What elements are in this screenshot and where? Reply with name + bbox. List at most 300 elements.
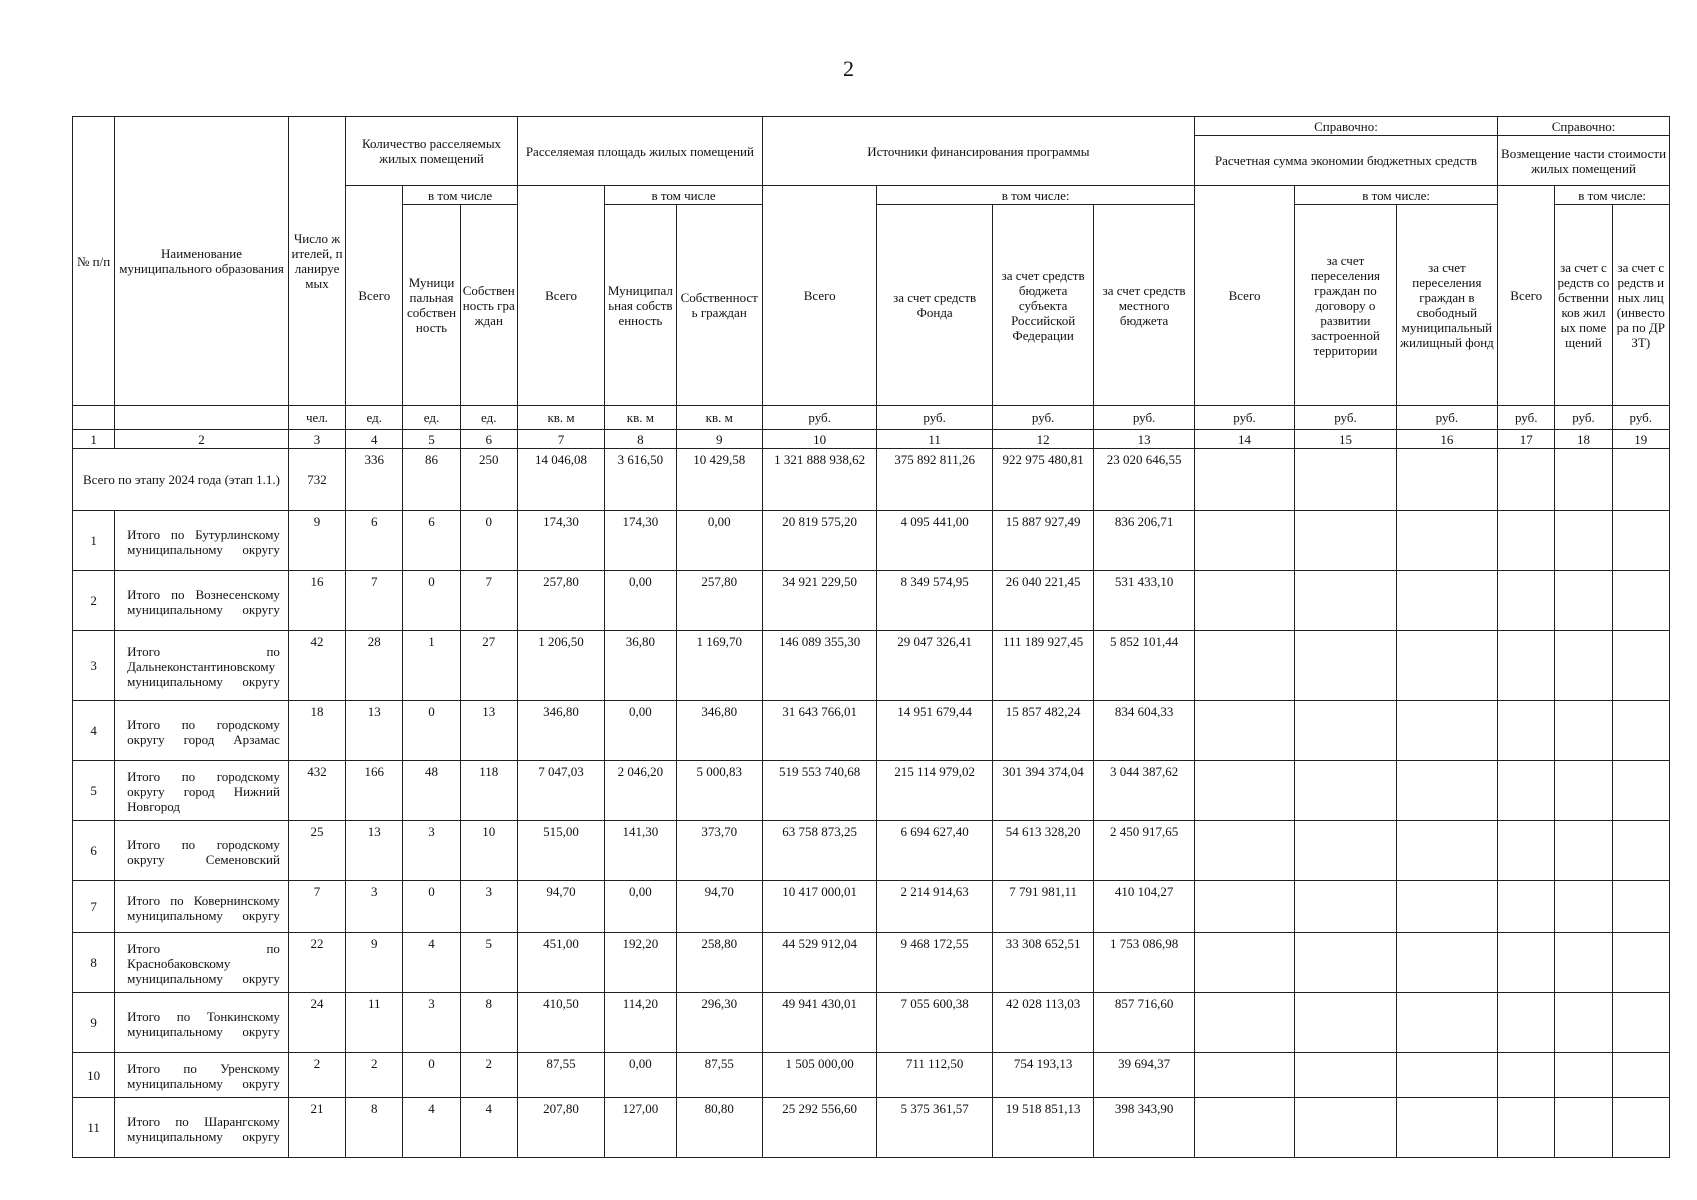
row-residents: 7 <box>288 881 345 933</box>
row-name: Итого по Ковернинскому муниципальному округу <box>115 881 289 933</box>
table-row <box>73 631 1670 701</box>
row-citizens-rooms: 0 <box>460 511 517 571</box>
header-fund: за счет средств Фонда <box>877 205 993 406</box>
empty-cell <box>1194 631 1294 701</box>
row-area: 207,80 <box>517 1098 604 1158</box>
row-area-municipal: 192,20 <box>605 933 676 993</box>
row-area: 94,70 <box>517 881 604 933</box>
header-area-citizens: Собственность граждан <box>676 205 762 406</box>
row-rooms: 166 <box>346 761 403 821</box>
empty-cell <box>1498 881 1555 933</box>
header-area-group: Расселяемая площадь жилых помещений <box>517 117 762 186</box>
empty-cell <box>1612 701 1669 761</box>
row-area-citizens: 94,70 <box>676 881 762 933</box>
empty-cell <box>1396 631 1497 701</box>
row-number: 4 <box>73 701 115 761</box>
empty-cell <box>1194 1098 1294 1158</box>
empty-cell <box>1396 881 1497 933</box>
table-row <box>73 511 1670 571</box>
row-number: 6 <box>73 821 115 881</box>
col-number: 6 <box>460 430 517 449</box>
row-fund: 14 951 679,44 <box>877 701 993 761</box>
empty-cell <box>1396 821 1497 881</box>
empty-cell <box>1555 881 1612 933</box>
row-financing: 10 417 000,01 <box>762 881 876 933</box>
empty-cell <box>1396 1053 1497 1098</box>
row-fund: 215 114 979,02 <box>877 761 993 821</box>
row-area-municipal: 0,00 <box>605 1053 676 1098</box>
empty-cell <box>1555 821 1612 881</box>
row-number: 9 <box>73 993 115 1053</box>
row-local-budget: 836 206,71 <box>1094 511 1194 571</box>
total-subject-budget: 922 975 480,81 <box>992 449 1093 511</box>
units-row <box>73 406 1670 430</box>
header-financing-group: Источники финансирования программы <box>762 117 1194 186</box>
row-subject-budget: 33 308 652,51 <box>992 933 1093 993</box>
header-area-total: Всего <box>517 186 604 406</box>
empty-cell <box>1396 571 1497 631</box>
total-row <box>73 449 1670 511</box>
col-number: 10 <box>762 430 876 449</box>
empty-cell <box>1555 631 1612 701</box>
empty-cell <box>1396 1098 1497 1158</box>
row-municipal-rooms: 0 <box>403 881 460 933</box>
row-area-municipal: 0,00 <box>605 701 676 761</box>
row-local-budget: 1 753 086,98 <box>1094 933 1194 993</box>
row-name: Итого по городскому округу город Арзамас <box>115 701 289 761</box>
row-area: 346,80 <box>517 701 604 761</box>
empty-cell <box>1295 881 1396 933</box>
row-financing: 146 089 355,30 <box>762 631 876 701</box>
row-area-citizens: 5 000,83 <box>676 761 762 821</box>
row-rooms: 8 <box>346 1098 403 1158</box>
empty-cell <box>1498 821 1555 881</box>
row-local-budget: 5 852 101,44 <box>1094 631 1194 701</box>
empty-cell <box>1396 761 1497 821</box>
row-rooms: 9 <box>346 933 403 993</box>
row-area-municipal: 127,00 <box>605 1098 676 1158</box>
row-area: 257,80 <box>517 571 604 631</box>
row-area-citizens: 296,30 <box>676 993 762 1053</box>
empty-cell <box>1555 933 1612 993</box>
row-area: 7 047,03 <box>517 761 604 821</box>
row-area: 515,00 <box>517 821 604 881</box>
row-local-budget: 3 044 387,62 <box>1094 761 1194 821</box>
row-citizens-rooms: 3 <box>460 881 517 933</box>
row-financing: 519 553 740,68 <box>762 761 876 821</box>
row-name: Итого по Вознесенскому муниципальному округу <box>115 571 289 631</box>
row-area: 174,30 <box>517 511 604 571</box>
row-subject-budget: 301 394 374,04 <box>992 761 1093 821</box>
empty-cell <box>1555 511 1612 571</box>
col-number: 13 <box>1094 430 1194 449</box>
unit-cell: руб. <box>992 406 1093 430</box>
empty-cell <box>1295 571 1396 631</box>
row-fund: 9 468 172,55 <box>877 933 993 993</box>
resettlement-table <box>72 116 1670 1158</box>
empty-cell <box>1612 933 1669 993</box>
row-area-citizens: 346,80 <box>676 701 762 761</box>
unit-cell: ед. <box>460 406 517 430</box>
row-residents: 22 <box>288 933 345 993</box>
unit-cell: руб. <box>762 406 876 430</box>
row-fund: 2 214 914,63 <box>877 881 993 933</box>
empty-cell <box>1396 701 1497 761</box>
header-compensation-incl: в том числе: <box>1555 186 1670 205</box>
row-residents: 2 <box>288 1053 345 1098</box>
row-residents: 21 <box>288 1098 345 1158</box>
row-name: Итого по городскому округу Семеновский <box>115 821 289 881</box>
row-citizens-rooms: 4 <box>460 1098 517 1158</box>
empty-cell <box>1612 571 1669 631</box>
table-row <box>73 993 1670 1053</box>
row-financing: 49 941 430,01 <box>762 993 876 1053</box>
col-number: 16 <box>1396 430 1497 449</box>
unit-cell: руб. <box>877 406 993 430</box>
row-municipal-rooms: 6 <box>403 511 460 571</box>
col-number: 19 <box>1612 430 1669 449</box>
row-name: Итого по Краснобаковскому муниципальному округу <box>115 933 289 993</box>
header-fin-incl: в том числе: <box>877 186 1194 205</box>
table-row <box>73 1098 1670 1158</box>
row-rooms: 11 <box>346 993 403 1053</box>
header-municipal-property: Муниципальная собственность <box>403 205 460 406</box>
header-compensation-total: Всего <box>1498 186 1555 406</box>
row-residents: 18 <box>288 701 345 761</box>
total-area-municipal: 3 616,50 <box>605 449 676 511</box>
row-citizens-rooms: 118 <box>460 761 517 821</box>
row-number: 11 <box>73 1098 115 1158</box>
empty-cell <box>1555 993 1612 1053</box>
unit-cell: руб. <box>1094 406 1194 430</box>
empty-cell <box>1194 821 1294 881</box>
row-name: Итого по Тонкинскому муниципальному округу <box>115 993 289 1053</box>
col-number: 1 <box>73 430 115 449</box>
row-municipal-rooms: 1 <box>403 631 460 701</box>
empty-cell <box>1498 1098 1555 1158</box>
header-local-budget: за счет средств местного бюджета <box>1094 205 1194 406</box>
row-local-budget: 857 716,60 <box>1094 993 1194 1053</box>
row-rooms: 13 <box>346 821 403 881</box>
row-municipal-rooms: 48 <box>403 761 460 821</box>
empty-cell <box>1194 993 1294 1053</box>
table-row <box>73 881 1670 933</box>
row-subject-budget: 26 040 221,45 <box>992 571 1093 631</box>
empty-cell <box>1555 701 1612 761</box>
total-rooms: 336 <box>346 449 403 511</box>
row-fund: 5 375 361,57 <box>877 1098 993 1158</box>
row-local-budget: 39 694,37 <box>1094 1053 1194 1098</box>
empty-cell <box>1498 933 1555 993</box>
row-subject-budget: 42 028 113,03 <box>992 993 1093 1053</box>
empty-cell <box>1555 1098 1612 1158</box>
column-numbers-row <box>73 430 1670 449</box>
total-area: 14 046,08 <box>517 449 604 511</box>
row-subject-budget: 15 887 927,49 <box>992 511 1093 571</box>
row-area: 87,55 <box>517 1053 604 1098</box>
row-local-budget: 834 604,33 <box>1094 701 1194 761</box>
header-compensation-group: Возмещение части стоимости жилых помещений <box>1498 136 1670 186</box>
row-financing: 34 921 229,50 <box>762 571 876 631</box>
row-area-citizens: 87,55 <box>676 1053 762 1098</box>
col-number: 7 <box>517 430 604 449</box>
page-number: 2 <box>843 56 854 81</box>
row-number: 2 <box>73 571 115 631</box>
empty-cell <box>1194 701 1294 761</box>
total-fund: 375 892 811,26 <box>877 449 993 511</box>
row-name: Итого по Бутурлинскому муниципальному округу <box>115 511 289 571</box>
empty-cell <box>1612 821 1669 881</box>
col-number: 2 <box>115 430 289 449</box>
empty-cell <box>1612 1098 1669 1158</box>
empty-cell <box>1555 1053 1612 1098</box>
empty-cell <box>1612 1053 1669 1098</box>
row-subject-budget: 15 857 482,24 <box>992 701 1093 761</box>
row-area-municipal: 0,00 <box>605 881 676 933</box>
row-fund: 711 112,50 <box>877 1053 993 1098</box>
table-row <box>73 701 1670 761</box>
col-number: 5 <box>403 430 460 449</box>
row-residents: 24 <box>288 993 345 1053</box>
row-rooms: 6 <box>346 511 403 571</box>
row-area-citizens: 373,70 <box>676 821 762 881</box>
unit-cell: чел. <box>288 406 345 430</box>
total-residents: 732 <box>288 449 345 511</box>
empty-cell <box>1295 701 1396 761</box>
row-local-budget: 531 433,10 <box>1094 571 1194 631</box>
header-fin-total: Всего <box>762 186 876 406</box>
row-name: Итого по Шарангскому муниципальному округу <box>115 1098 289 1158</box>
unit-cell: руб. <box>1396 406 1497 430</box>
header-owners-funds: за счет средств собственников жилых помещений <box>1555 205 1612 406</box>
total-municipal-rooms: 86 <box>403 449 460 511</box>
row-residents: 42 <box>288 631 345 701</box>
row-financing: 63 758 873,25 <box>762 821 876 881</box>
col-number: 3 <box>288 430 345 449</box>
row-name: Итого по Уренскому муниципальному округу <box>115 1053 289 1098</box>
table-row <box>73 933 1670 993</box>
unit-cell: руб. <box>1612 406 1669 430</box>
empty-cell <box>1612 993 1669 1053</box>
col-number: 4 <box>346 430 403 449</box>
empty-cell <box>1612 881 1669 933</box>
empty-cell <box>1295 933 1396 993</box>
header-economy-total: Всего <box>1194 186 1294 406</box>
empty-cell <box>1555 761 1612 821</box>
row-rooms: 13 <box>346 701 403 761</box>
row-municipal-rooms: 4 <box>403 933 460 993</box>
unit-cell: ед. <box>346 406 403 430</box>
header-rooms-total: Всего <box>346 186 403 406</box>
empty-cell <box>1396 933 1497 993</box>
col-number: 18 <box>1555 430 1612 449</box>
row-subject-budget: 754 193,13 <box>992 1053 1093 1098</box>
row-financing: 31 643 766,01 <box>762 701 876 761</box>
header-name: Наименование муниципального образования <box>115 117 289 406</box>
unit-cell: руб. <box>1295 406 1396 430</box>
empty-cell <box>1194 881 1294 933</box>
header-num: № п/п <box>73 117 115 406</box>
row-area: 410,50 <box>517 993 604 1053</box>
col-number: 9 <box>676 430 762 449</box>
empty-cell <box>1498 631 1555 701</box>
row-subject-budget: 19 518 851,13 <box>992 1098 1093 1158</box>
row-name: Итого по городскому округу город Нижний Новгород <box>115 761 289 821</box>
row-citizens-rooms: 8 <box>460 993 517 1053</box>
unit-cell: ед. <box>403 406 460 430</box>
empty-cell <box>1396 511 1497 571</box>
row-area-municipal: 114,20 <box>605 993 676 1053</box>
header-econ-development: за счет переселения граждан по договору о развитии застроенной территории <box>1295 205 1396 406</box>
row-citizens-rooms: 7 <box>460 571 517 631</box>
row-subject-budget: 7 791 981,11 <box>992 881 1093 933</box>
row-financing: 1 505 000,00 <box>762 1053 876 1098</box>
empty-cell <box>1295 1053 1396 1098</box>
row-number: 8 <box>73 933 115 993</box>
empty-cell <box>1498 761 1555 821</box>
row-municipal-rooms: 3 <box>403 821 460 881</box>
row-rooms: 28 <box>346 631 403 701</box>
row-fund: 4 095 441,00 <box>877 511 993 571</box>
row-municipal-rooms: 0 <box>403 1053 460 1098</box>
header-other-funds: за счет средств иных лиц (инвестора по ДРЗТ) <box>1612 205 1669 406</box>
col-number: 11 <box>877 430 993 449</box>
row-fund: 29 047 326,41 <box>877 631 993 701</box>
empty-cell <box>1498 1053 1555 1098</box>
row-citizens-rooms: 13 <box>460 701 517 761</box>
row-fund: 7 055 600,38 <box>877 993 993 1053</box>
row-subject-budget: 111 189 927,45 <box>992 631 1093 701</box>
row-citizens-rooms: 27 <box>460 631 517 701</box>
empty-cell <box>1194 933 1294 993</box>
row-rooms: 3 <box>346 881 403 933</box>
header-economy-incl: в том числе: <box>1295 186 1498 205</box>
table-row <box>73 761 1670 821</box>
unit-cell: руб. <box>1194 406 1294 430</box>
row-residents: 9 <box>288 511 345 571</box>
col-number: 17 <box>1498 430 1555 449</box>
row-fund: 8 349 574,95 <box>877 571 993 631</box>
empty-cell <box>1295 821 1396 881</box>
header-subject-budget: за счет средств бюджета субъекта Российской Федерации <box>992 205 1093 406</box>
empty-cell <box>1396 993 1497 1053</box>
row-residents: 16 <box>288 571 345 631</box>
row-residents: 25 <box>288 821 345 881</box>
header-rooms-group: Количество расселяемых жилых помещений <box>346 117 518 186</box>
row-area-citizens: 0,00 <box>676 511 762 571</box>
col-number: 15 <box>1295 430 1396 449</box>
row-area: 1 206,50 <box>517 631 604 701</box>
row-local-budget: 410 104,27 <box>1094 881 1194 933</box>
header-citizens-property: Собственность граждан <box>460 205 517 406</box>
row-municipal-rooms: 3 <box>403 993 460 1053</box>
empty-cell <box>1295 1098 1396 1158</box>
row-area-citizens: 1 169,70 <box>676 631 762 701</box>
total-financing: 1 321 888 938,62 <box>762 449 876 511</box>
row-municipal-rooms: 0 <box>403 701 460 761</box>
row-area-municipal: 36,80 <box>605 631 676 701</box>
empty-cell <box>1194 1053 1294 1098</box>
empty-cell <box>1295 993 1396 1053</box>
table-row <box>73 1053 1670 1098</box>
empty-cell <box>1295 631 1396 701</box>
header-econ-free-fund: за счет переселения граждан в свободный муниципальный жилищный фонд <box>1396 205 1497 406</box>
col-number: 14 <box>1194 430 1294 449</box>
total-citizens-rooms: 250 <box>460 449 517 511</box>
unit-cell: руб. <box>1555 406 1612 430</box>
empty-cell <box>1295 511 1396 571</box>
row-area: 451,00 <box>517 933 604 993</box>
unit-cell: кв. м <box>605 406 676 430</box>
row-name: Итого по Дальнеконстантиновскому муниципальному округу <box>115 631 289 701</box>
row-financing: 20 819 575,20 <box>762 511 876 571</box>
row-citizens-rooms: 10 <box>460 821 517 881</box>
header-area-incl: в том числе <box>605 186 763 205</box>
col-number: 12 <box>992 430 1093 449</box>
unit-cell: кв. м <box>676 406 762 430</box>
empty-cell <box>1498 511 1555 571</box>
row-area-citizens: 258,80 <box>676 933 762 993</box>
row-area-municipal: 0,00 <box>605 571 676 631</box>
col-number: 8 <box>605 430 676 449</box>
total-area-citizens: 10 429,58 <box>676 449 762 511</box>
header-reference-1: Справочно: <box>1194 117 1497 136</box>
empty-cell <box>1555 571 1612 631</box>
row-local-budget: 2 450 917,65 <box>1094 821 1194 881</box>
empty-cell <box>1612 631 1669 701</box>
row-area-municipal: 141,30 <box>605 821 676 881</box>
row-municipal-rooms: 4 <box>403 1098 460 1158</box>
row-subject-budget: 54 613 328,20 <box>992 821 1093 881</box>
row-area-municipal: 2 046,20 <box>605 761 676 821</box>
row-financing: 25 292 556,60 <box>762 1098 876 1158</box>
empty-cell <box>1295 761 1396 821</box>
empty-cell <box>1498 701 1555 761</box>
table-row <box>73 821 1670 881</box>
table-row <box>73 571 1670 631</box>
row-number: 5 <box>73 761 115 821</box>
row-rooms: 2 <box>346 1053 403 1098</box>
row-area-citizens: 257,80 <box>676 571 762 631</box>
row-citizens-rooms: 2 <box>460 1053 517 1098</box>
row-local-budget: 398 343,90 <box>1094 1098 1194 1158</box>
empty-cell <box>1498 571 1555 631</box>
header-residents: Число жителей, планируемых <box>288 117 345 406</box>
header-rooms-incl: в том числе <box>403 186 517 205</box>
row-number: 7 <box>73 881 115 933</box>
unit-cell: кв. м <box>517 406 604 430</box>
total-local-budget: 23 020 646,55 <box>1094 449 1194 511</box>
row-fund: 6 694 627,40 <box>877 821 993 881</box>
row-area-citizens: 80,80 <box>676 1098 762 1158</box>
unit-cell: руб. <box>1498 406 1555 430</box>
header-area-municipal: Муниципальная собственность <box>605 205 676 406</box>
empty-cell <box>1194 761 1294 821</box>
row-municipal-rooms: 0 <box>403 571 460 631</box>
empty-cell <box>1194 571 1294 631</box>
header-reference-2: Справочно: <box>1498 117 1670 136</box>
empty-cell <box>1612 511 1669 571</box>
header-economy-group: Расчетная сумма экономии бюджетных средств <box>1194 136 1497 186</box>
total-row-name: Всего по этапу 2024 года (этап 1.1.) <box>73 449 289 511</box>
row-financing: 44 529 912,04 <box>762 933 876 993</box>
row-number: 3 <box>73 631 115 701</box>
empty-cell <box>1194 511 1294 571</box>
row-citizens-rooms: 5 <box>460 933 517 993</box>
row-number: 1 <box>73 511 115 571</box>
row-residents: 432 <box>288 761 345 821</box>
empty-cell <box>1612 761 1669 821</box>
